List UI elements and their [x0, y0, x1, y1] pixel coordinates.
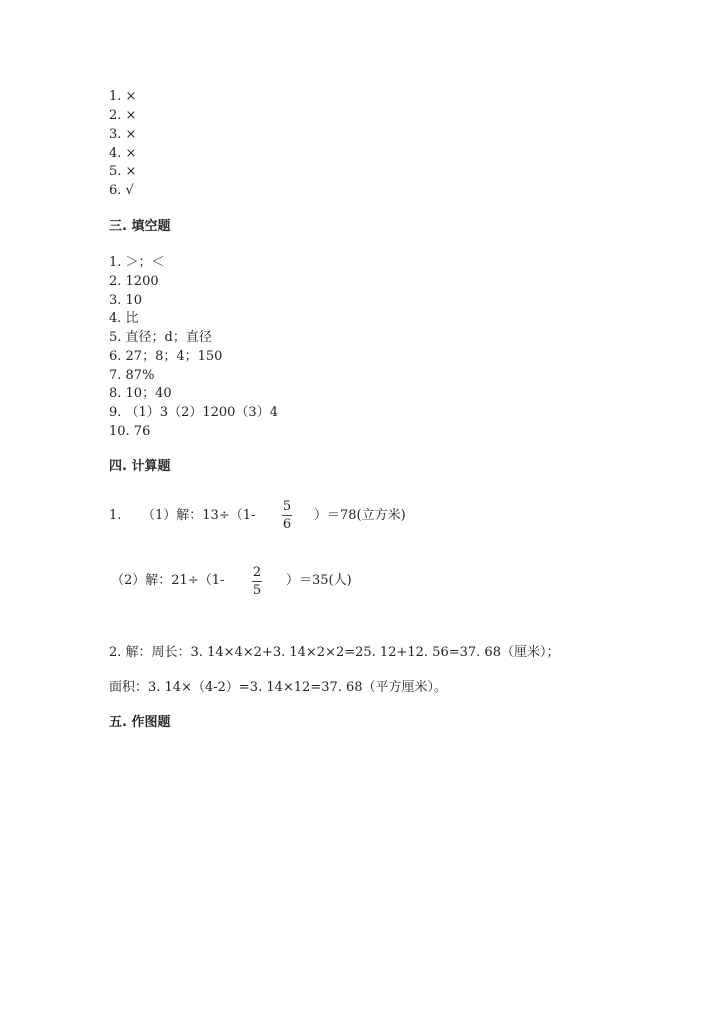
fill-answer-5: 5. 直径；d；直径	[109, 330, 212, 345]
section3-heading: 三. 填空题	[109, 219, 171, 234]
judge-answer-1: 1. ×	[109, 89, 137, 104]
fill-answer-8: 8. 10；40	[109, 386, 172, 401]
fill-answer-9: 9. （1）3（2）1200（3）4	[109, 405, 278, 420]
calc-q1-part1-fraction	[282, 499, 292, 532]
fill-answer-3: 3. 10	[109, 293, 143, 308]
fraction-denominator: 6	[282, 517, 292, 532]
judge-answer-5: 5. ×	[109, 164, 137, 179]
section5-heading: 五. 作图题	[109, 715, 171, 730]
judge-answer-2: 2. ×	[109, 108, 137, 123]
calc-q2-line1: 2. 解：周长：3. 14×4×2+3. 14×2×2=25. 12+12. 56=37. 68（厘米）；	[109, 645, 560, 660]
fraction-numerator: 5	[282, 499, 292, 514]
calc-q1-part2-prefix: （2）解：21÷（1-	[111, 573, 225, 588]
calc-q2-line2: 面积：3. 14×（4-2）=3. 14×12=37. 68（平方厘米）。	[109, 680, 448, 695]
calc-q1-part1-suffix: ）＝78(立方米)	[314, 508, 406, 523]
fill-answer-4: 4. 比	[109, 311, 139, 326]
calc-q1-number: 1.	[109, 508, 122, 523]
judge-answer-4: 4. ×	[109, 146, 137, 161]
calc-q1-part2-suffix: ）＝35(人)	[286, 573, 352, 588]
fraction-numerator: 2	[252, 565, 262, 580]
judge-answer-3: 3. ×	[109, 127, 137, 142]
judge-answer-6: 6. √	[109, 183, 134, 198]
calc-q1-part2-fraction	[252, 565, 262, 598]
fraction-bar	[282, 515, 292, 516]
fraction-bar	[252, 581, 262, 582]
fill-answer-10: 10. 76	[109, 424, 151, 439]
fraction-denominator: 5	[252, 583, 262, 598]
fill-answer-1: 1. ＞；＜	[109, 255, 165, 270]
fill-answer-6: 6. 27；8；4；150	[109, 349, 223, 364]
calc-q1-part1-prefix: （1）解：13÷（1-	[142, 508, 256, 523]
fill-answer-2: 2. 1200	[109, 274, 159, 289]
section4-heading: 四. 计算题	[109, 459, 171, 474]
fill-answer-7: 7. 87%	[109, 368, 155, 383]
